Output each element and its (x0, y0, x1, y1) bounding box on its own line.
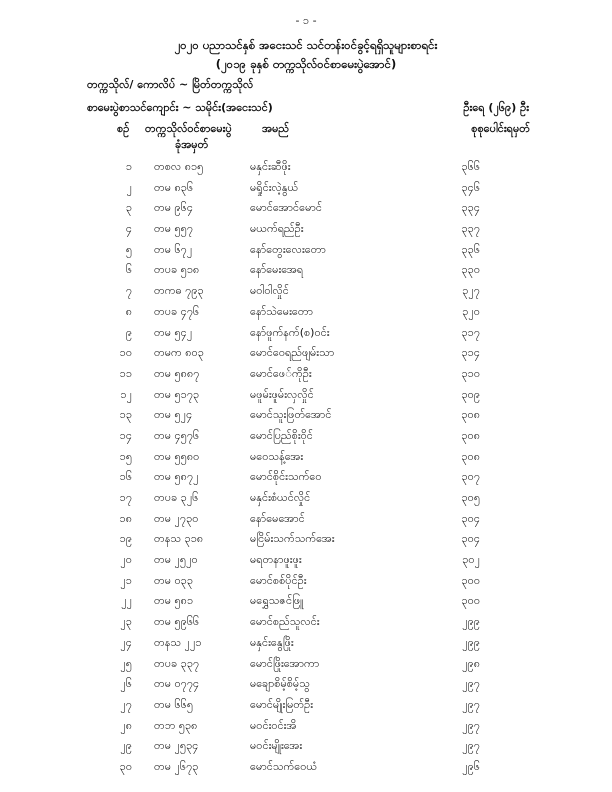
table-row (0, 491, 612, 512)
total-marks: ၂၉၇ (462, 697, 480, 711)
document-subtitle: (၂၀၁၉ ခုနှစ် တက္ကသိုလ်ဝင်စာမေးပွဲအောင်) (215, 57, 397, 71)
row-number: ၂၀ (120, 553, 132, 567)
row-number: ၁၃ (119, 408, 132, 422)
total-marks: ၃၃၆ (461, 242, 480, 256)
student-name: မောင်စိုင်းသက်ဝေ (250, 470, 322, 484)
row-number: ၁၉ (119, 532, 132, 546)
roll-number: တမ ၅၅၈၀ (154, 449, 200, 463)
table-row (0, 532, 612, 553)
column-header-roll-line2: ခုံအမှတ် (175, 138, 209, 151)
total-marks: ၃၀၈ (461, 428, 480, 442)
roll-number: တနသ ၃၁၈ (154, 532, 204, 546)
total-marks: ၃၀၄ (461, 532, 480, 546)
table-row (0, 326, 612, 347)
row-number: ၂၅ (120, 656, 132, 670)
row-number: ၆ (125, 263, 132, 277)
student-name: မောင်ဖြိုးအောကာ (250, 656, 320, 670)
table-row (0, 615, 612, 636)
university-label: တက္ကသိုလ်/ ကောလိပ် ~ မြိတ်တက္ကသိုလ် (87, 78, 254, 91)
roll-number: တမ ၅၂၄ (154, 408, 193, 422)
row-number: ၁၆ (119, 470, 132, 484)
table-row (0, 388, 612, 409)
roll-number: တမ ၂၇၃၀ (154, 511, 199, 525)
roll-number: တမ ၅၅၇ (154, 222, 194, 236)
total-marks: ၂၉၉ (462, 635, 480, 649)
roll-number: တမက ၈၀၃ (154, 346, 204, 360)
roll-number: တမ ၅၁၇၃ (154, 387, 200, 401)
total-marks: ၃၀၈ (461, 408, 480, 422)
column-header-marks: စုစုပေါင်းရမှတ် (471, 122, 530, 135)
roll-number: တမ ၂၆၇၃ (154, 759, 199, 773)
total-marks: ၂၉၇ (462, 677, 480, 691)
table-row (0, 760, 612, 781)
roll-number: တမ ၆၆၅ (154, 697, 194, 711)
student-name: နော်တွေးလေးတော (250, 242, 326, 256)
row-number: ၁၂ (120, 387, 132, 401)
roll-number: တမ ၅၄၂ (154, 325, 193, 339)
table-row (0, 553, 612, 574)
total-marks: ၃၀၀ (461, 573, 480, 587)
table-row (0, 181, 612, 202)
table-row (0, 594, 612, 615)
row-number: ၁၅ (119, 449, 132, 463)
student-name: မောင်စည်သူလင်း (250, 615, 320, 629)
row-number: ၄ (125, 222, 132, 236)
student-name: မောင်စစ်ပိုင်ဦး (250, 573, 307, 587)
exam-center-label: စာမေးပွဲစာသင်ကျောင်း ~ သမိုင်း(အငေးသင်) (87, 101, 273, 114)
total-marks: ၃၁၄ (461, 346, 480, 360)
total-marks: ၂၉၆ (462, 759, 480, 773)
row-number: ၂၇ (120, 697, 132, 711)
total-marks: ၃၀၇ (461, 470, 480, 484)
column-header-no: စဉ် (117, 122, 130, 135)
student-name: မရတနာဖူးဖူး (250, 553, 302, 567)
student-name: မဝင်းမျိုးအေး (250, 739, 303, 753)
row-number: ၈ (125, 304, 132, 318)
total-marks: ၃၄၆ (461, 180, 480, 194)
student-name: မရွှေသဇင်ဖြူ (250, 594, 304, 608)
table-row (0, 698, 612, 719)
table-row (0, 719, 612, 740)
table-row (0, 263, 612, 284)
row-number: ၁၁ (119, 366, 132, 380)
table-row (0, 636, 612, 657)
results-table (0, 160, 612, 781)
student-name: မောင်သက်ဝေယံ (250, 759, 318, 773)
table-row (0, 657, 612, 678)
row-number: ၃ (125, 201, 132, 215)
table-row (0, 677, 612, 698)
table-row (0, 284, 612, 305)
roll-number: တမ ၅၈၁ (154, 594, 194, 608)
row-number: ၂၃ (120, 615, 132, 629)
student-name: မောင်ဖေ်ကိုဦး (250, 366, 312, 380)
student-name: မယက်ရည်ဦး (250, 222, 304, 236)
table-row (0, 201, 612, 222)
table-row (0, 222, 612, 243)
roll-number: တမ ၅၉၆၆ (154, 615, 200, 629)
row-number: ၃၀ (119, 759, 132, 773)
table-row (0, 450, 612, 471)
student-name: မဖူမ်းဖူမ်းလှလှိုင် (250, 387, 314, 401)
roll-number: တဘ ၅၃၈ (154, 718, 198, 732)
student-name: မနှင်းဆီဖိုး (250, 160, 291, 173)
roll-number: တစလ ၈၁၅ (154, 160, 204, 173)
document-title: ၂၀၂၀ ပညာသင်နှစ် အငေးသင် သင်တန်းဝင်ခွင့်ရရှိသူများစာရင်း (174, 38, 438, 52)
row-number: ၂၆ (120, 677, 132, 691)
roll-number: တမ ၅၈၈၇ (154, 366, 200, 380)
table-row (0, 305, 612, 326)
student-name: မရှိုင်းလဲ့နွယ် (250, 180, 299, 194)
student-name: မငြိမ်းသက်သက်အေး (250, 532, 335, 546)
roll-number: တမ ၂၅၂၀ (154, 553, 198, 567)
table-row (0, 574, 612, 595)
total-marks: ၃၃၇ (461, 222, 480, 236)
roll-number: တပခ ၃၂၆ (154, 491, 199, 504)
table-row (0, 346, 612, 367)
roll-number: တမ ၂၅၃၄ (154, 739, 199, 753)
row-number: ၁ (125, 160, 132, 173)
total-marks: ၃၁၇ (461, 325, 480, 339)
roll-number: တမ ၈၃၆ (154, 180, 194, 194)
total-marks: ၃၆၆ (461, 160, 480, 173)
table-row (0, 470, 612, 491)
table-row (0, 243, 612, 264)
student-name: နော်မေအောင် (250, 511, 305, 525)
total-marks: ၃၂၀ (462, 304, 480, 318)
total-marks: ၂၉၉ (462, 615, 480, 629)
student-name: နော်မေးအေရ (250, 263, 304, 277)
table-row (0, 739, 612, 760)
student-name: မဝင်းဝင်းအိ (250, 718, 297, 732)
roll-number: တကဓ ၇၉၃ (154, 284, 204, 298)
total-marks: ၃၀၂ (462, 553, 480, 567)
table-row (0, 512, 612, 533)
row-number: ၂၉ (120, 739, 132, 753)
student-name: မောင်မျိုးမြတ်ဦး (250, 697, 314, 711)
roll-number: တမ ၅၈၇၂ (154, 470, 199, 484)
row-number: ၂၈ (120, 718, 132, 732)
total-marks: ၂၉၇ (462, 718, 480, 732)
row-number: ၂ (126, 180, 132, 194)
roll-number: တနသ ၂၂၁ (154, 635, 202, 649)
table-row (0, 367, 612, 388)
student-name: မနှင်းနွေဖြိုး (250, 635, 294, 649)
student-name: မောင်အောင်မောင် (250, 201, 323, 215)
roll-number: တပခ ၅၁၈ (154, 263, 200, 277)
student-name: မဝေသန့်အေး (250, 449, 304, 463)
student-name: မောင်ဝေရည်ဖျမ်းသာ (250, 346, 335, 360)
total-marks: ၃၃၀ (461, 263, 480, 277)
column-header-name: အမည် (262, 122, 290, 135)
roll-number: တမ ၀၇၇၄ (154, 677, 200, 691)
roll-number: တမ ၀၃၃ (154, 573, 194, 587)
roll-number: တမ ၉၆၄ (154, 201, 194, 215)
student-name: မဝါဝါလှိုင် (250, 284, 289, 298)
total-marks: ၃၀၅ (461, 491, 480, 504)
total-marks: ၃၀၄ (461, 511, 480, 525)
row-number: ၁၇ (119, 491, 132, 504)
total-marks: ၂၉၈ (462, 656, 480, 670)
roll-number: တမ ၄၅၇၆ (154, 428, 200, 442)
student-name: မနှင်းစံယင်လှိုင် (250, 491, 311, 504)
table-row (0, 429, 612, 450)
total-marks: ၃၀၀ (461, 594, 480, 608)
total-marks: ၃၀၉ (461, 387, 480, 401)
row-number: ၇ (125, 284, 132, 298)
page-number: - ၁ - (295, 14, 317, 27)
student-name: နော်ဖူက်နက်(စ)ဝင်း (250, 325, 330, 339)
row-number: ၂၁ (120, 573, 132, 587)
total-marks: ၂၉၇ (462, 739, 480, 753)
row-number: ၂၄ (120, 635, 132, 649)
column-header-roll: တက္ကသိုလ်ဝင်စာမေးပွဲ (145, 122, 232, 135)
student-name: နော်သဲမေးတော (250, 304, 314, 318)
table-row (0, 408, 612, 429)
row-number: ၂၂ (121, 594, 132, 608)
roll-number: တမ ၆၇၂ (154, 242, 193, 256)
roll-number: တပခ ၃၃၇ (154, 656, 200, 670)
row-number: ၁၈ (119, 511, 132, 525)
roll-number: တပခ ၄၇၆ (154, 304, 200, 318)
table-row (0, 160, 612, 181)
total-marks: ၃၂၇ (462, 284, 480, 298)
row-number: ၅ (125, 242, 132, 256)
quota-label: ဦးရေ (၂၆၉) ဦး (463, 101, 529, 114)
total-marks: ၃၃၄ (461, 201, 480, 215)
student-name: မောင်ပြည်စိုးဝိုင် (250, 428, 313, 442)
row-number: ၁၄ (119, 428, 132, 442)
row-number: ၁၀ (119, 346, 132, 360)
total-marks: ၃၁၀ (461, 366, 480, 380)
row-number: ၉ (125, 325, 132, 339)
student-name: မောင်သူးဖြတ်အောင် (250, 408, 332, 422)
total-marks: ၃၀၈ (461, 449, 480, 463)
student-name: မချောစိမ့်စိမ့်သွ (250, 677, 310, 691)
